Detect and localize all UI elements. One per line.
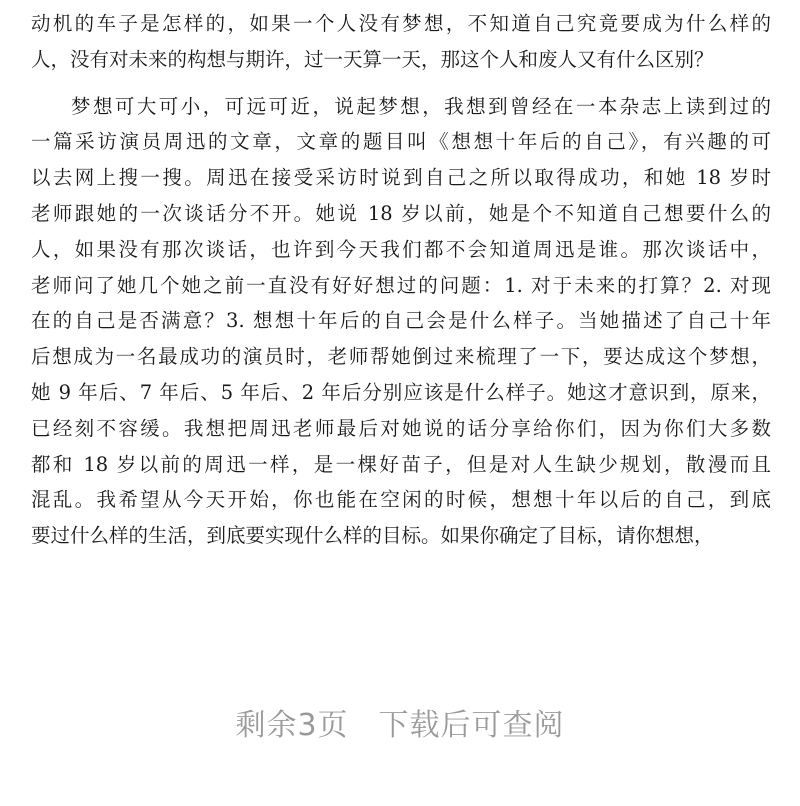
- text-line: 老师问了她几个她之前一直没有好好想过的问题：1. 对于未来的打算？2. 对现: [31, 273, 771, 297]
- text-line: 都和 18 岁以前的周迅一样，是一棵好苗子，但是对人生缺少规划，散漫而且: [31, 452, 771, 476]
- text-line: 在的自己是否满意？3. 想想十年后的自己会是什么样子。当她描述了自己十年: [31, 309, 771, 333]
- text-line: 混乱。我希望从今天开始，你也能在空闲的时候，想想十年以后的自己，到底: [31, 488, 771, 512]
- text-line: 动机的车子是怎样的，如果一个人没有梦想，不知道自己究竟要成为什么样的: [31, 12, 771, 35]
- text-line: 人，如果没有那次谈话，也许到今天我们都不会知道周迅是谁。那次谈话中，: [31, 237, 771, 261]
- text-line: 她 9 年后、7 年后、5 年后、2 年后分别应该是什么样子。她这才意识到，原来，: [31, 380, 771, 404]
- text-line: 一篇采访演员周迅的文章，文章的题目叫《想想十年后的自己》，有兴趣的可: [31, 130, 771, 154]
- paragraph-1: [31, 6, 771, 78]
- text-line: 梦想可大可小，可远可近，说起梦想，我想到曾经在一本杂志上读到过的: [71, 94, 771, 118]
- text-line: 已经刻不容缓。我想把周迅老师最后对她说的话分享给你们，因为你们大多数: [31, 416, 771, 440]
- remaining-pages-label: 剩余3页: [235, 708, 349, 743]
- text-line: 后想成为一名最成功的演员时，老师帮她倒过来梳理了一下，要达成这个梦想，: [31, 345, 771, 369]
- download-hint-label: 下载后可查阅: [378, 708, 565, 743]
- text-line: 以去网上搜一搜。周迅在接受采访时说到自己之所以取得成功，和她 18 岁时: [31, 166, 771, 190]
- paragraph-2: [31, 89, 771, 554]
- document-body: [31, 6, 771, 554]
- text-line: 人，没有对未来的构想与期许，过一天算一天，那这个人和废人又有什么区别？: [31, 47, 714, 71]
- remaining-pages-notice[interactable]: [0, 700, 800, 744]
- text-line: 老师跟她的一次谈话分不开。她说 18 岁以前，她是个不知道自己想要什么的: [31, 201, 771, 225]
- text-line: 要过什么样的生活，到底要实现什么样的目标。如果你确定了目标，请你想想，: [31, 524, 714, 548]
